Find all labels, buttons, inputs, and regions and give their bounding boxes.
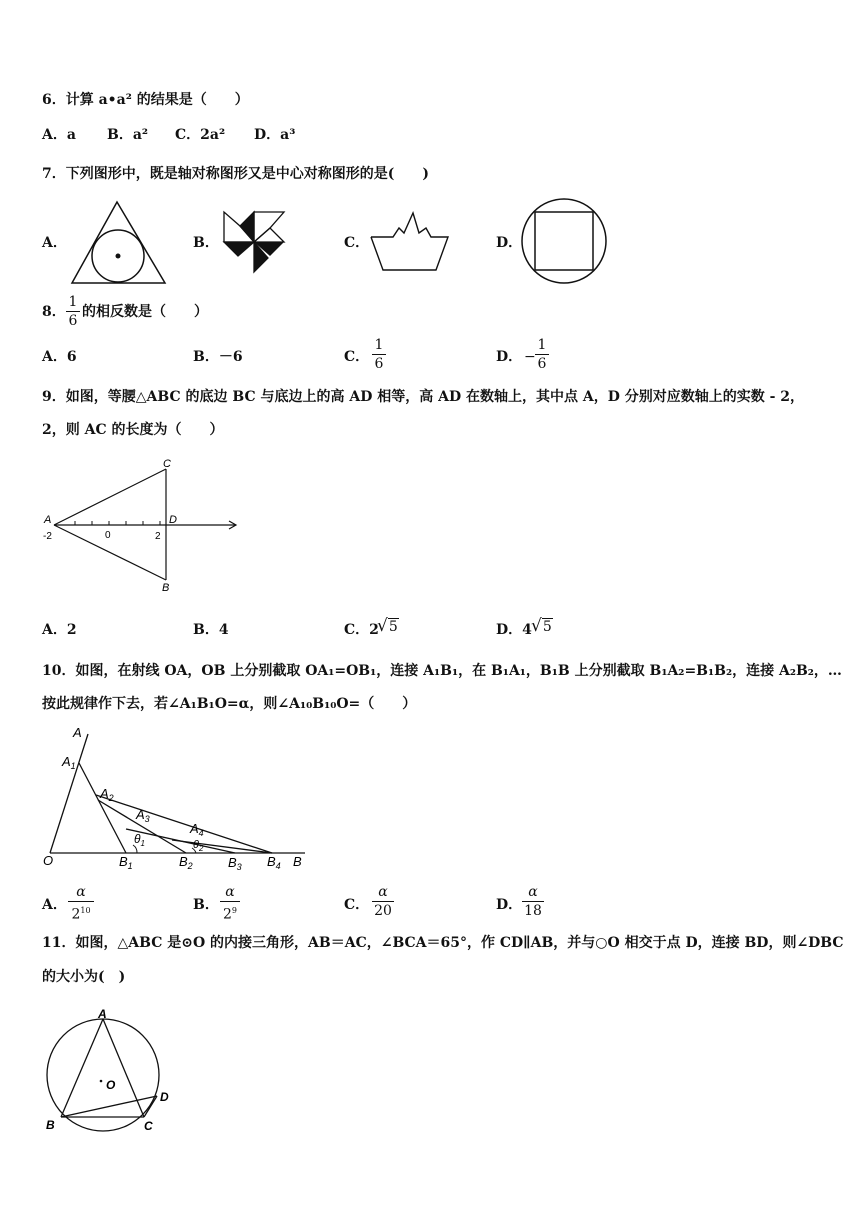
q9-option-b: B．4 [193,622,229,638]
q10-line1: 10．如图，在射线 OA，OB 上分别截取 OA₁=OB₁，连接 A₁B₁，在 B₁A₁，B₁B 上分别截取 B₁A₂=B₁B₂，连接 A₂B₂，… [42,663,842,679]
q6-option-c: C．2a² [175,127,226,143]
q11-figure-circle-triangle [40,1008,180,1138]
q8-fraction-denominator: 6 [68,313,78,329]
q10-label-a3: $A_3$ [136,807,150,824]
q7-figure-a-triangle-circle [66,200,168,286]
q10-label-a4: $A_4$ [190,821,204,838]
q9-option-c-radicand: 5 [388,619,398,635]
q8-option-d-label: D． [496,349,523,365]
q10-option-b-numerator: α [225,884,235,900]
q8-number: 8． [42,304,66,320]
q11-label-b: B [46,1118,55,1132]
q10-option-a-numerator: α [76,884,86,900]
q11-line1: 11．如图，△ABC 是⊙O 的内接三角形，AB＝AC，∠BCA＝65°，作 CD∥AB，并与○O 相交于点 D，连接 BD，则∠DBC [42,935,844,951]
q11-label-d: D [160,1090,169,1104]
q9-option-a: A．2 [42,622,77,638]
q8-option-a: A．6 [42,349,77,365]
q7-stem: 7．下列图形中，既是轴对称图形又是中心对称图形的是( ) [42,166,429,182]
q8-fraction-numerator: 1 [68,294,78,310]
q10-label-theta2: $\theta_2$ [193,839,204,853]
q10-label-b4: $B_4$ [267,854,281,871]
q6-stem: 6．计算 a•a² 的结果是（ ） [42,92,249,108]
q7-label-a: A． [42,235,67,251]
q10-option-d-numerator: α [528,884,538,900]
q11-label-o: O [106,1078,116,1092]
q9-tick-0: 0 [105,530,111,541]
q8-option-c-fraction [372,337,386,372]
q9-tick-neg2: -2 [43,531,52,542]
q11-label-a: A [98,1007,107,1021]
q11-label-c: C [144,1119,153,1133]
q10-label-a: A [73,725,82,740]
q10-label-b3: $B_3$ [228,855,242,872]
q8-option-c-denominator: 6 [374,356,384,372]
q7-label-d: D． [496,235,523,251]
q6-option-b: B．a² [107,127,149,143]
q10-option-c-fraction [372,884,394,919]
q9-label-c: C [163,458,171,470]
q10-line2: 按此规律作下去，若∠A₁B₁O=α，则∠A₁₀B₁₀O=（ ） [42,696,417,712]
q10-option-c-label: C． [344,897,370,913]
q10-label-a2: $A_2$ [100,786,114,803]
q8-stem-text: 的相反数是（ ） [82,304,208,320]
q8-option-d-numerator: 1 [537,337,547,353]
q9-tick-2: 2 [155,531,161,542]
q9-option-d-radicand: 5 [542,619,552,635]
q9-option-d-label: D．4 [496,622,532,638]
q10-option-a-fraction [68,884,94,923]
q8-option-c-numerator: 1 [374,337,384,353]
q10-option-a-label: A． [42,897,67,913]
q7-label-b: B． [193,235,219,251]
q6-option-a: A．a [42,127,76,143]
q9-figure-number-line-triangle [40,455,240,595]
q9-option-d-sqrt: √5 [531,616,552,636]
q9-line1: 9．如图，等腰△ABC 的底边 BC 与底边上的高 AD 相等，高 AD 在数轴上，其中点 A，D 分别对应数轴上的实数 - 2， [42,389,805,405]
q10-label-b: B [293,854,302,869]
q8-option-d-denominator: 6 [537,356,547,372]
q10-option-a-denominator: $2^{10}$ [71,906,91,923]
q10-option-d-fraction [522,884,544,919]
q10-label-b1: $B_1$ [119,854,133,871]
q10-option-c-numerator: α [378,884,388,900]
q10-option-d-denominator: 18 [524,903,542,919]
q9-label-a: A [44,514,52,526]
q9-label-b: B [162,582,170,594]
q7-figure-c-boat [368,210,452,274]
q9-line2: 2，则 AC 的长度为（ ） [42,422,224,438]
q10-label-b2: $B_2$ [179,854,193,871]
q7-figure-b-pinwheel [222,210,286,274]
q10-option-c-denominator: 20 [374,903,392,919]
q6-option-d: D．a³ [254,127,296,143]
q10-label-theta1: $\theta_1$ [134,832,145,848]
q7-label-c: C． [344,235,370,251]
q10-option-b-fraction [220,884,240,923]
q9-option-c-sqrt: √5 [377,616,398,636]
q10-label-o: O [43,853,54,868]
q8-option-d-minus: − [524,349,536,365]
q9-label-d: D [169,514,177,526]
q10-option-d-label: D． [496,897,523,913]
q9-option-c-label: C．2 [344,622,379,638]
q10-label-a1: $A_1$ [62,754,76,771]
q10-figure-rays [40,725,310,875]
q11-line2: 的大小为( ) [42,969,126,985]
q8-option-b: B．－6 [193,349,243,365]
q8-option-c-label: C． [344,349,370,365]
q8-fraction [66,294,80,329]
q7-figure-d-circle-square [519,196,611,288]
q8-option-d-fraction [535,337,549,372]
q10-option-b-label: B． [193,897,219,913]
q10-option-b-denominator: $2^9$ [222,906,237,923]
